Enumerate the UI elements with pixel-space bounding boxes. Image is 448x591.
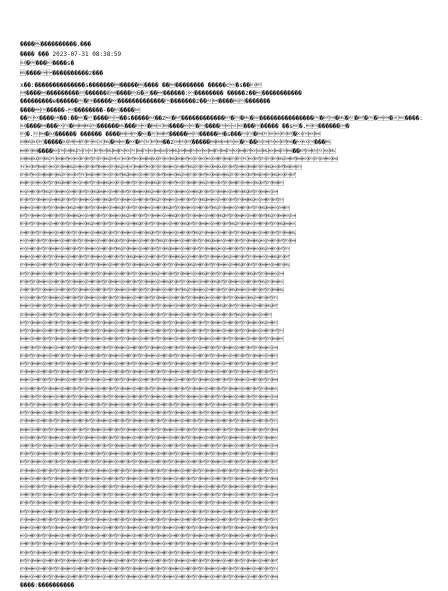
body-text-line:  [20,475,278,483]
body-text-line:  [20,237,296,245]
body-text-line:  [20,295,278,303]
body-text-line:  [20,254,290,262]
body-text-line:  [20,418,278,426]
body-text-line:  [20,205,290,213]
body-text-line:  [20,213,296,221]
body-text-line:  [20,385,278,393]
body-text-line:  [20,467,278,475]
body-text-line:  [20,196,284,204]
body-text-line:  [20,426,278,434]
body-text-line: �. ������� ������ ������ �����������s���� � [20,131,321,139]
body-text-line:  [20,533,278,541]
body-text-line:  [20,557,278,565]
body-text-line:  [20,483,278,491]
body-text-line:  [20,565,278,573]
body-text-line:  ����� ��� ��z������������ [20,139,332,147]
body-text-line:  [20,278,284,286]
document-header [20,40,428,78]
header-line: ��������������.��� [20,41,92,48]
body-text-line:  [20,246,290,254]
body-text-line:  [20,336,284,344]
body-text-line:  [20,344,278,352]
body-text-line:  [20,229,296,237]
body-text-line:  [20,262,290,270]
body-text-line:     [20,155,338,163]
body-text-line:  [20,287,284,295]
body-text-line: ���������-��������-������ [20,106,141,114]
body-text-line: ������������������ ��������� �������� ��s�.������� [20,123,350,131]
body-text-line: ���������e��������������������������������z�� ����������� [20,98,271,106]
body-text-line:  [20,311,272,319]
body-text-line: ����:���������� [20,582,75,590]
body-text-line:  [20,459,278,467]
document-body [20,82,428,591]
body-text-line:  [20,549,278,557]
body-text-line:  [20,451,278,459]
body-text-line:   [20,164,302,172]
body-text-line: ����  ��  [20,147,336,155]
body-text-line:  [20,574,278,582]
body-text-line:  [20,221,296,229]
body-text-line: x��:��������������s���������������� ���������� �����c�s�� [20,82,262,89]
body-text-line:  [20,369,278,377]
header-line: ��������s� [20,60,75,67]
body-text-line:  [20,188,278,196]
body-text-line:  [20,360,278,368]
body-text-line:  [20,410,278,418]
body-text-line:  [20,401,278,409]
body-text-line:  [20,434,278,442]
body-text-line:  [20,319,278,327]
body-text-line:  [20,541,278,549]
body-text-line: �� ������:��� ������s�������z���������������������������������� ���� ����: [20,114,423,122]
body-text-line:   [20,172,296,180]
body-text-line:  [20,500,278,508]
header-timestamp-line: ���� ��� 2023-07-31 08:38:59 [20,50,122,58]
body-text-line:  [20,442,278,450]
body-text-line:  [20,270,284,278]
header-line: ��������������z��� [20,69,104,77]
body-text-line:  [20,524,278,532]
body-text-line: �������������������ǁ����6� ��������:�������� �����z������������� [20,90,302,98]
body-text-line:  [20,180,284,188]
body-text-line:  [20,516,278,524]
body-text-line:  [20,393,278,401]
body-text-line:  [20,352,278,360]
body-text-line:  [20,508,278,516]
body-text-line:  [20,492,278,500]
body-text-line:  [20,328,284,336]
body-text-line:  [20,303,278,311]
body-text-line:  [20,377,278,385]
